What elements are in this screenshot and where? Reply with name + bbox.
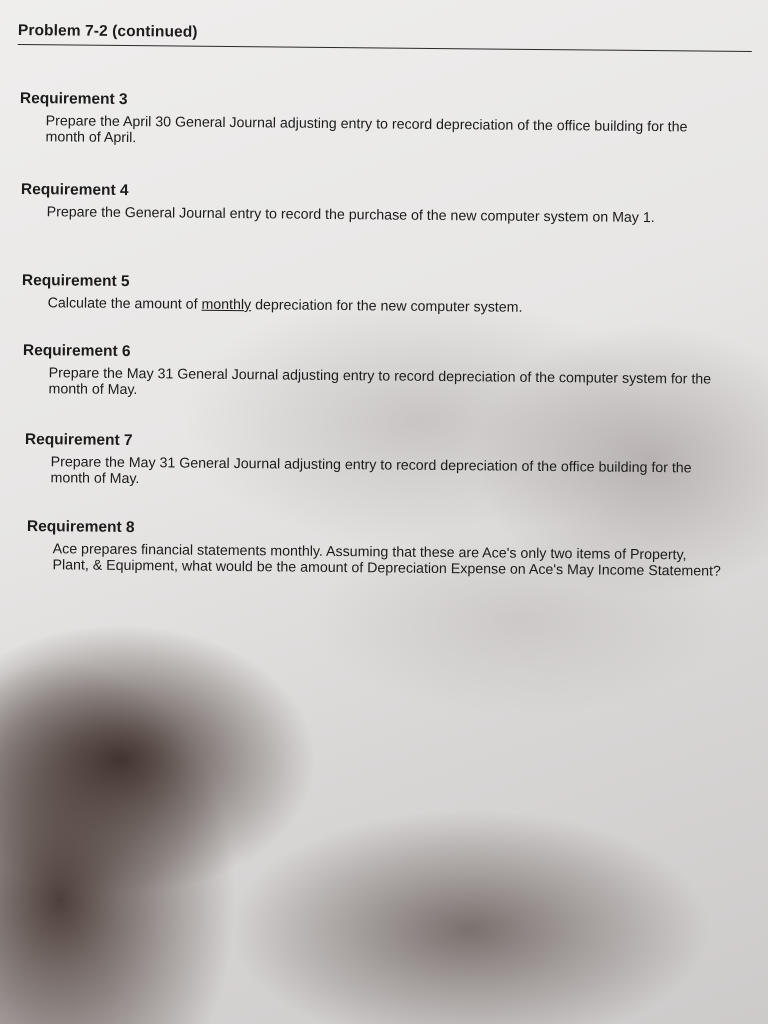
requirement-text: Prepare the May 31 General Journal adjusting entry to record depreciation of the office building for the month of May.: [50, 454, 692, 488]
requirement-heading: Requirement 4: [20, 181, 129, 200]
requirement-text: Prepare the May 31 General Journal adjusting entry to record depreciation of the computer system for the month of May.: [48, 365, 712, 399]
requirement-7: [24, 431, 730, 493]
requirement-heading: Requirement 8: [26, 518, 135, 537]
requirement-8: [26, 518, 722, 580]
requirement-heading: Requirement 3: [19, 90, 128, 109]
requirement-text: [48, 295, 728, 318]
page-title: Problem 7-2 (continued): [17, 22, 198, 41]
requirement-text: Prepare the General Journal entry to record the purchase of the new computer system on May 1.: [46, 204, 655, 227]
requirement-5: [22, 272, 728, 318]
requirement-6: [22, 342, 728, 404]
requirement-heading: Requirement 6: [22, 342, 131, 361]
requirement-text: Ace prepares financial statements monthly. Assuming that these are Ace's only two items of Property, Plant, & Equipment, what would be the amount of Depreciation Expense on Ace's May Income Statement?: [52, 541, 721, 580]
requirement-text-end: depreciation for the new computer system.: [251, 297, 523, 316]
requirement-text-start: Calculate the amount of: [47, 295, 202, 313]
requirement-heading: Requirement 5: [21, 272, 130, 291]
emphasized-word: monthly: [201, 296, 252, 314]
page-header: [18, 22, 752, 52]
requirement-heading: Requirement 7: [24, 431, 133, 450]
requirement-3: [19, 90, 725, 152]
requirement-text: Prepare the April 30 General Journal adjusting entry to record depreciation of the office building for the month of April.: [45, 113, 688, 147]
requirement-4: [21, 181, 727, 227]
